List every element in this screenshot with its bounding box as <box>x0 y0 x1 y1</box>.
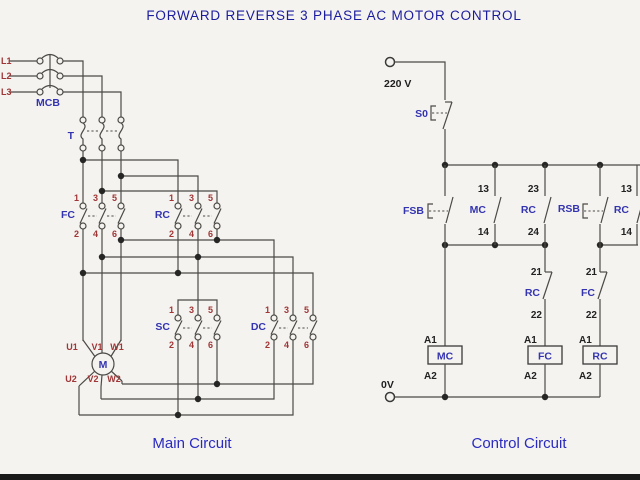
sc-label: SC <box>155 321 170 333</box>
rc-label: RC <box>154 209 170 221</box>
sc-terminal-1: 1 <box>168 305 174 315</box>
mc-aux-top-number: 13 <box>477 184 489 195</box>
phase-l2-label: L2 <box>1 71 12 81</box>
fc-coil-a2: A2 <box>524 371 537 382</box>
rc-aux-23-label: RC <box>520 204 536 216</box>
rc-terminal-3: 3 <box>188 193 194 203</box>
motor-terminal-v1: V1 <box>91 342 103 352</box>
fc-terminal-6: 6 <box>111 229 117 239</box>
mc-coil-a1: A1 <box>424 335 437 346</box>
supply-voltage-label: 220 V <box>384 78 412 90</box>
stop-button-label: S0 <box>415 108 428 120</box>
mc-aux-bottom-number: 14 <box>477 227 489 238</box>
rc-aux-23-top-number: 23 <box>527 184 539 195</box>
motor-terminal-w1: W1 <box>110 342 124 352</box>
dc-terminal-4: 4 <box>283 340 289 350</box>
dc-label: DC <box>250 321 266 333</box>
rc-interlock-bottom-number: 22 <box>530 310 542 321</box>
mcb-label: MCB <box>36 97 60 109</box>
reverse-start-button-label: RSB <box>557 203 580 215</box>
motor-terminal-u1: U1 <box>66 342 78 352</box>
rc-aux-13-bottom-number: 14 <box>620 227 632 238</box>
neutral-terminal <box>386 393 395 402</box>
rc-coil-a1: A1 <box>579 335 592 346</box>
fc-terminal-1: 1 <box>73 193 79 203</box>
overload-t-label: T <box>67 130 74 142</box>
control-circuit-caption: Control Circuit <box>471 435 567 452</box>
rc-terminal-1: 1 <box>168 193 174 203</box>
rc-interlock-label: RC <box>524 287 540 299</box>
sc-terminal-5: 5 <box>207 305 213 315</box>
forward-start-button-label: FSB <box>403 205 424 217</box>
rc-aux-13-label: RC <box>613 204 629 216</box>
mc-coil-a2: A2 <box>424 371 437 382</box>
dc-terminal-3: 3 <box>283 305 289 315</box>
diagram-title: FORWARD REVERSE 3 PHASE AC MOTOR CONTROL <box>146 8 522 23</box>
fc-interlock-top-number: 21 <box>585 267 597 278</box>
rc-terminal-5: 5 <box>207 193 213 203</box>
dc-terminal-6: 6 <box>303 340 309 350</box>
rc-interlock-top-number: 21 <box>530 267 542 278</box>
bottom-border-bar <box>0 474 640 480</box>
mc-coil-label: MC <box>436 350 454 363</box>
fc-terminal-3: 3 <box>92 193 98 203</box>
sc-terminal-6: 6 <box>207 340 213 350</box>
rc-aux-23-bottom-number: 24 <box>527 227 539 238</box>
dc-terminal-2: 2 <box>264 340 270 350</box>
rc-coil-label: RC <box>592 350 608 363</box>
rc-terminal-2: 2 <box>168 229 174 239</box>
rc-aux-13-top-number: 13 <box>620 184 632 195</box>
fc-coil-label: FC <box>538 350 552 363</box>
fc-coil-a1: A1 <box>524 335 537 346</box>
rc-terminal-6: 6 <box>207 229 213 239</box>
fc-terminal-5: 5 <box>111 193 117 203</box>
sc-terminal-3: 3 <box>188 305 194 315</box>
fc-label: FC <box>61 209 75 221</box>
sc-terminal-4: 4 <box>188 340 194 350</box>
mc-aux-label: MC <box>469 204 486 216</box>
phase-l1-label: L1 <box>1 56 12 66</box>
phase-l3-label: L3 <box>1 87 12 97</box>
motor-label: M <box>98 359 108 371</box>
motor-terminal-u2: U2 <box>65 374 77 384</box>
rc-terminal-4: 4 <box>188 229 194 239</box>
dc-terminal-5: 5 <box>303 305 309 315</box>
fc-interlock-label: FC <box>581 287 595 299</box>
supply-terminal <box>386 58 395 67</box>
motor-terminal-w2: W2 <box>107 374 121 384</box>
rc-coil-a2: A2 <box>579 371 592 382</box>
fc-terminal-4: 4 <box>92 229 98 239</box>
neutral-voltage-label: 0V <box>381 379 394 391</box>
sc-terminal-2: 2 <box>168 340 174 350</box>
motor-terminal-v2: V2 <box>87 374 99 384</box>
dc-terminal-1: 1 <box>264 305 270 315</box>
fc-interlock-bottom-number: 22 <box>585 310 597 321</box>
fc-terminal-2: 2 <box>73 229 79 239</box>
main-circuit-caption: Main Circuit <box>152 435 232 452</box>
